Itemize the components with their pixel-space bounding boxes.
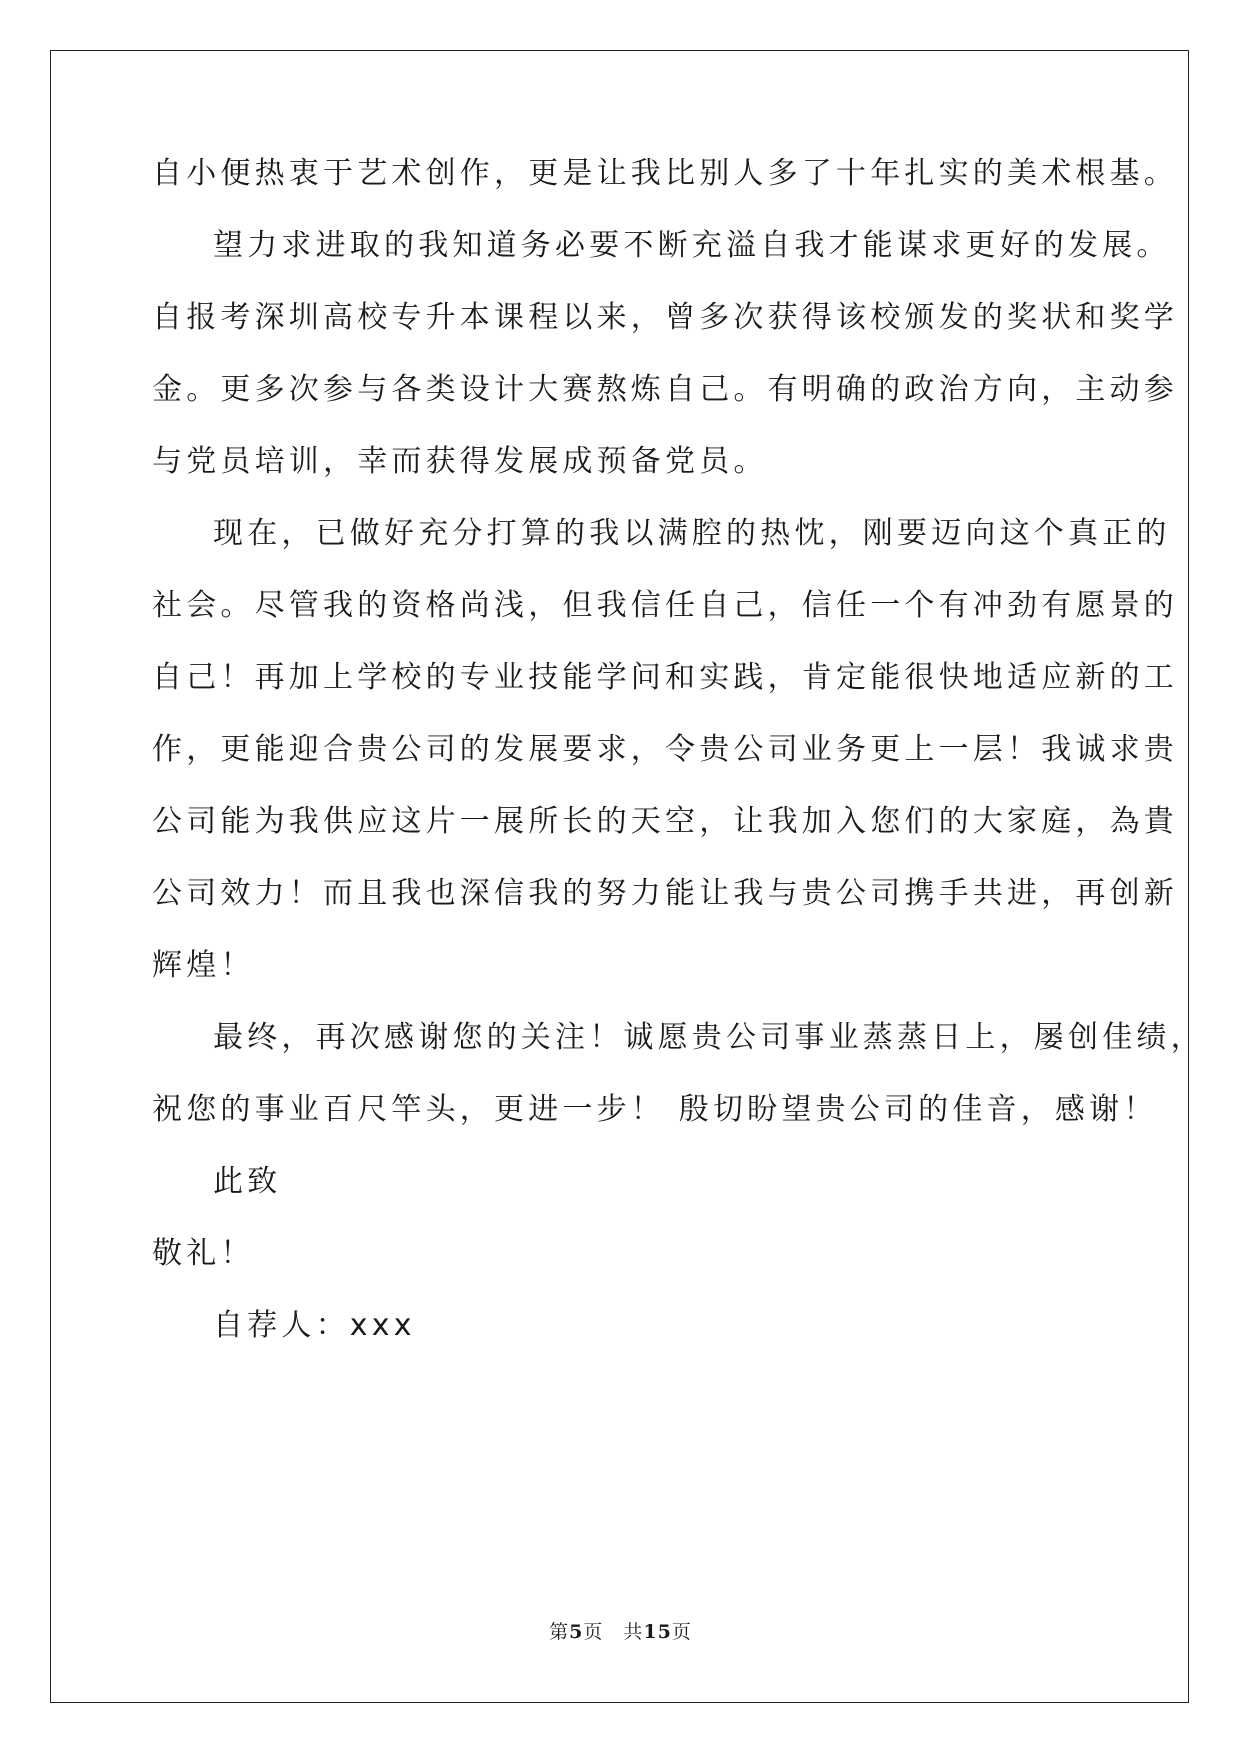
letter-line-2: 望力求进取的我知道务必要不断充溢自我才能谋求更好的发展。 [213,228,1171,263]
total-pages: 15 [643,1621,672,1643]
page-number: 5 [569,1621,584,1643]
total-prefix: 共 [623,1621,644,1643]
letter-line-9: 作，更能迎合贵公司的发展要求，令贵公司业务更上一层！我诚求贵 [152,732,1178,767]
letter-line-12: 辉煌！ [152,948,255,983]
letter-line-3: 自报考深圳高校专升本课程以来，曾多次获得该校颁发的奖状和奖学 [152,300,1178,335]
letter-line-14: 祝您的事业百尺竿头，更进一步！ 殷切盼望贵公司的佳音，感谢！ [152,1092,1158,1127]
page-prefix: 第 [549,1621,570,1643]
letter-line-10: 公司能为我供应这片一展所长的天空，让我加入您们的大家庭，為貴 [152,804,1178,839]
letter-line-7: 社会。尽管我的资格尚浅，但我信任自己，信任一个有冲劲有愿景的 [152,588,1178,623]
letter-line-1: 自小便热衷于艺术创作，更是让我比别人多了十年扎实的美术根基。 [152,156,1178,191]
closing-regards: 敬礼！ [152,1236,255,1271]
total-suffix: 页 [671,1621,692,1643]
letter-line-5: 与党员培训，幸而获得发展成预备党员。 [152,444,768,479]
page-suffix: 页 [583,1621,604,1643]
page-footer [0,1617,1241,1644]
letter-line-6: 现在，已做好充分打算的我以满腔的热忱，刚要迈向这个真正的 [213,516,1171,551]
letter-line-4: 金。更多次参与各类设计大赛熬炼自己。有明确的政治方向，主动参 [152,372,1178,407]
letter-line-11: 公司效力！而且我也深信我的努力能让我与贵公司携手共进，再创新 [152,876,1178,911]
closing-salutation: 此致 [213,1164,282,1199]
letter-line-13: 最终，再次感谢您的关注！诚愿贵公司事业蒸蒸日上，屡创佳绩， [213,1020,1205,1055]
letter-line-8: 自己！再加上学校的专业技能学问和实践，肯定能很快地适应新的工 [152,660,1178,695]
signature-line: 自荐人：xxx [213,1308,416,1343]
